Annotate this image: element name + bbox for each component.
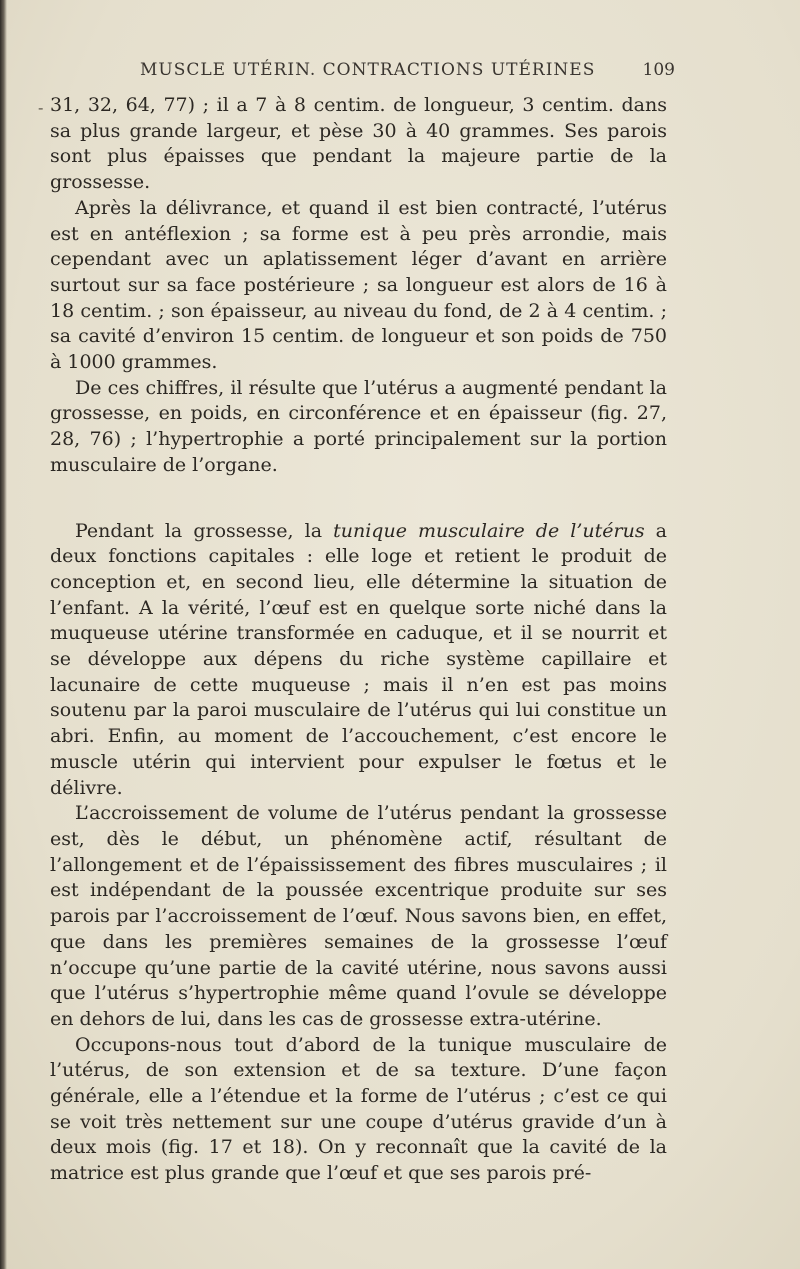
paragraph-1: 31, 32, 64, 77) ; il a 7 à 8 centim. de longueur, 3 centim. dans sa plus grande largeur, et pèse 30 à 40 grammes. Ses parois sont plus épaisses que pendant la majeure partie de la grossesse. bbox=[50, 94, 667, 194]
body-text bbox=[50, 93, 667, 1187]
running-title: MUSCLE UTÉRIN. CONTRACTIONS UTÉRINES bbox=[140, 60, 596, 80]
paragraph-4-rest: a deux fonctions capitales : elle loge et retient le produit de conception et, en second lieu, elle détermine la situation de l’enfant. A la vérité, l’œuf est en quelque sorte niché dans la muqueuse utérine transformée en caduque, et il se nourrit et se développe aux dépens du riche système capillaire et lacunaire de cette muqueuse ; mais il n’en est pas moins soutenu par la paroi musculaire de l’utérus qui lui constitue un abri. Enfin, au moment de l’accouchement, c’est encore le muscle utérin qui intervient pour expulser le fœtus et le délivre. bbox=[50, 519, 667, 799]
paragraph-2: Après la délivrance, et quand il est bien contracté, l’utérus est en antéflexion ; sa forme est à peu près arrondie, mais cependant avec un aplatissement léger d’avant en arrière surtout sur sa face postérieure ; sa longueur est alors de 16 à 18 centim. ; son épaisseur, au niveau du fond, de 2 à 4 centim. ; sa cavité d’environ 15 centim. de longueur et son poids de 750 à 1000 grammes. bbox=[50, 196, 667, 374]
page-number: 109 bbox=[642, 60, 675, 80]
paragraph-4-lead: Pendant la grossesse, la bbox=[75, 519, 334, 542]
paragraph-4-emphasis: tunique musculaire de l’utérus bbox=[333, 519, 645, 542]
page-binding-edge bbox=[0, 0, 7, 1269]
paragraph-6: Occupons-nous tout d’abord de la tunique musculaire de l’utérus, de son extension et de sa texture. D’une façon générale, elle a l’étendue et la forme de l’utérus ; c’est ce qui se voit très nettement sur une coupe d’utérus gravide d’un à deux mois (fig. 17 et 18). On y reconnaît que la cavité de la matrice est plus grande que l’œuf et que ses parois pré- bbox=[50, 1033, 667, 1185]
margin-mark: - bbox=[38, 98, 44, 117]
paragraph-5: L’accroissement de volume de l’utérus pendant la grossesse est, dès le début, un phénomène actif, résultant de l’allongement et de l’épaississement des fibres musculaires ; il est indépendant de la poussée excentrique produite sur ses parois par l’accroissement de l’œuf. Nous savons bien, en effet, que dans les premières semaines de la grossesse l’œuf n’occupe qu’une partie de la cavité utérine, nous savons aussi que l’utérus s’hypertrophie même quand l’ovule se développe en dehors de lui, dans les cas de grossesse extra-utérine. bbox=[50, 802, 667, 1030]
paragraph-4 bbox=[50, 519, 667, 802]
paragraph-3: De ces chiffres, il résulte que l’utérus a augmenté pendant la grossesse, en poids, en circonférence et en épaisseur (fig. 27, 28, 76) ; l’hypertrophie a porté principalement sur la portion musculaire de l’organe. bbox=[50, 376, 667, 476]
